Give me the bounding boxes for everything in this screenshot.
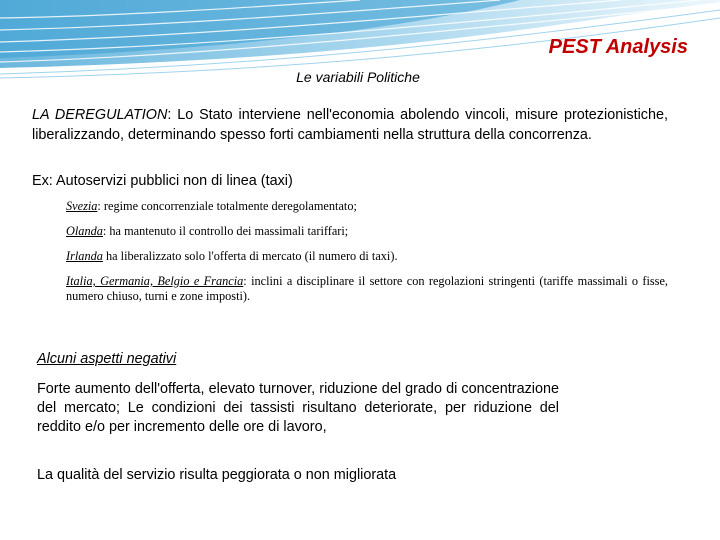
- negatives-paragraph: Forte aumento dell'offerta, elevato turnover, riduzione del grado di concentrazione del mercato; Le condizioni dei tassisti risultano deteriorate, per riduzione del reddito e/o per incremento delle ore di lavoro,: [37, 381, 559, 435]
- country-case: [66, 224, 668, 239]
- example-heading: Ex: Autoservizi pubblici non di linea (taxi): [32, 173, 293, 189]
- deregulation-text: : Lo Stato interviene nell'economia abolendo vincoli, misure protezionistiche, liberalizzando, determinando spesso forti cambiamenti nella struttura della concorrenza.: [32, 107, 668, 143]
- country-case: [66, 199, 668, 214]
- country-name: Irlanda: [66, 249, 103, 263]
- country-name: Olanda: [66, 224, 103, 238]
- country-name: Svezia: [66, 199, 98, 213]
- country-case: [66, 274, 668, 304]
- country-case-text: : regime concorrenziale totalmente deregolamentato;: [97, 199, 357, 213]
- country-name: Italia, Germania, Belgio e Francia: [66, 274, 244, 288]
- slide-header-title: PEST Analysis: [548, 36, 688, 58]
- negatives-heading: Alcuni aspetti negativi: [37, 351, 177, 367]
- slide-subtitle: Le variabili Politiche: [296, 69, 420, 85]
- country-case-text: : ha mantenuto il controllo dei massimali tariffari;: [102, 224, 349, 238]
- country-cases-list: [66, 199, 668, 314]
- country-case: [66, 249, 668, 264]
- country-case-text: : inclini a disciplinare il settore con regolazioni stringenti (tariffe massimali o fisse, numero chiuso, turni e zone imposti).: [66, 274, 668, 303]
- quality-statement: La qualità del servizio risulta peggiorata o non migliorata: [37, 467, 397, 483]
- deregulation-term: LA DEREGULATION: [32, 107, 168, 123]
- deregulation-paragraph: [32, 106, 668, 145]
- country-case-text: ha liberalizzato solo l'offerta di mercato (il numero di taxi).: [102, 249, 398, 263]
